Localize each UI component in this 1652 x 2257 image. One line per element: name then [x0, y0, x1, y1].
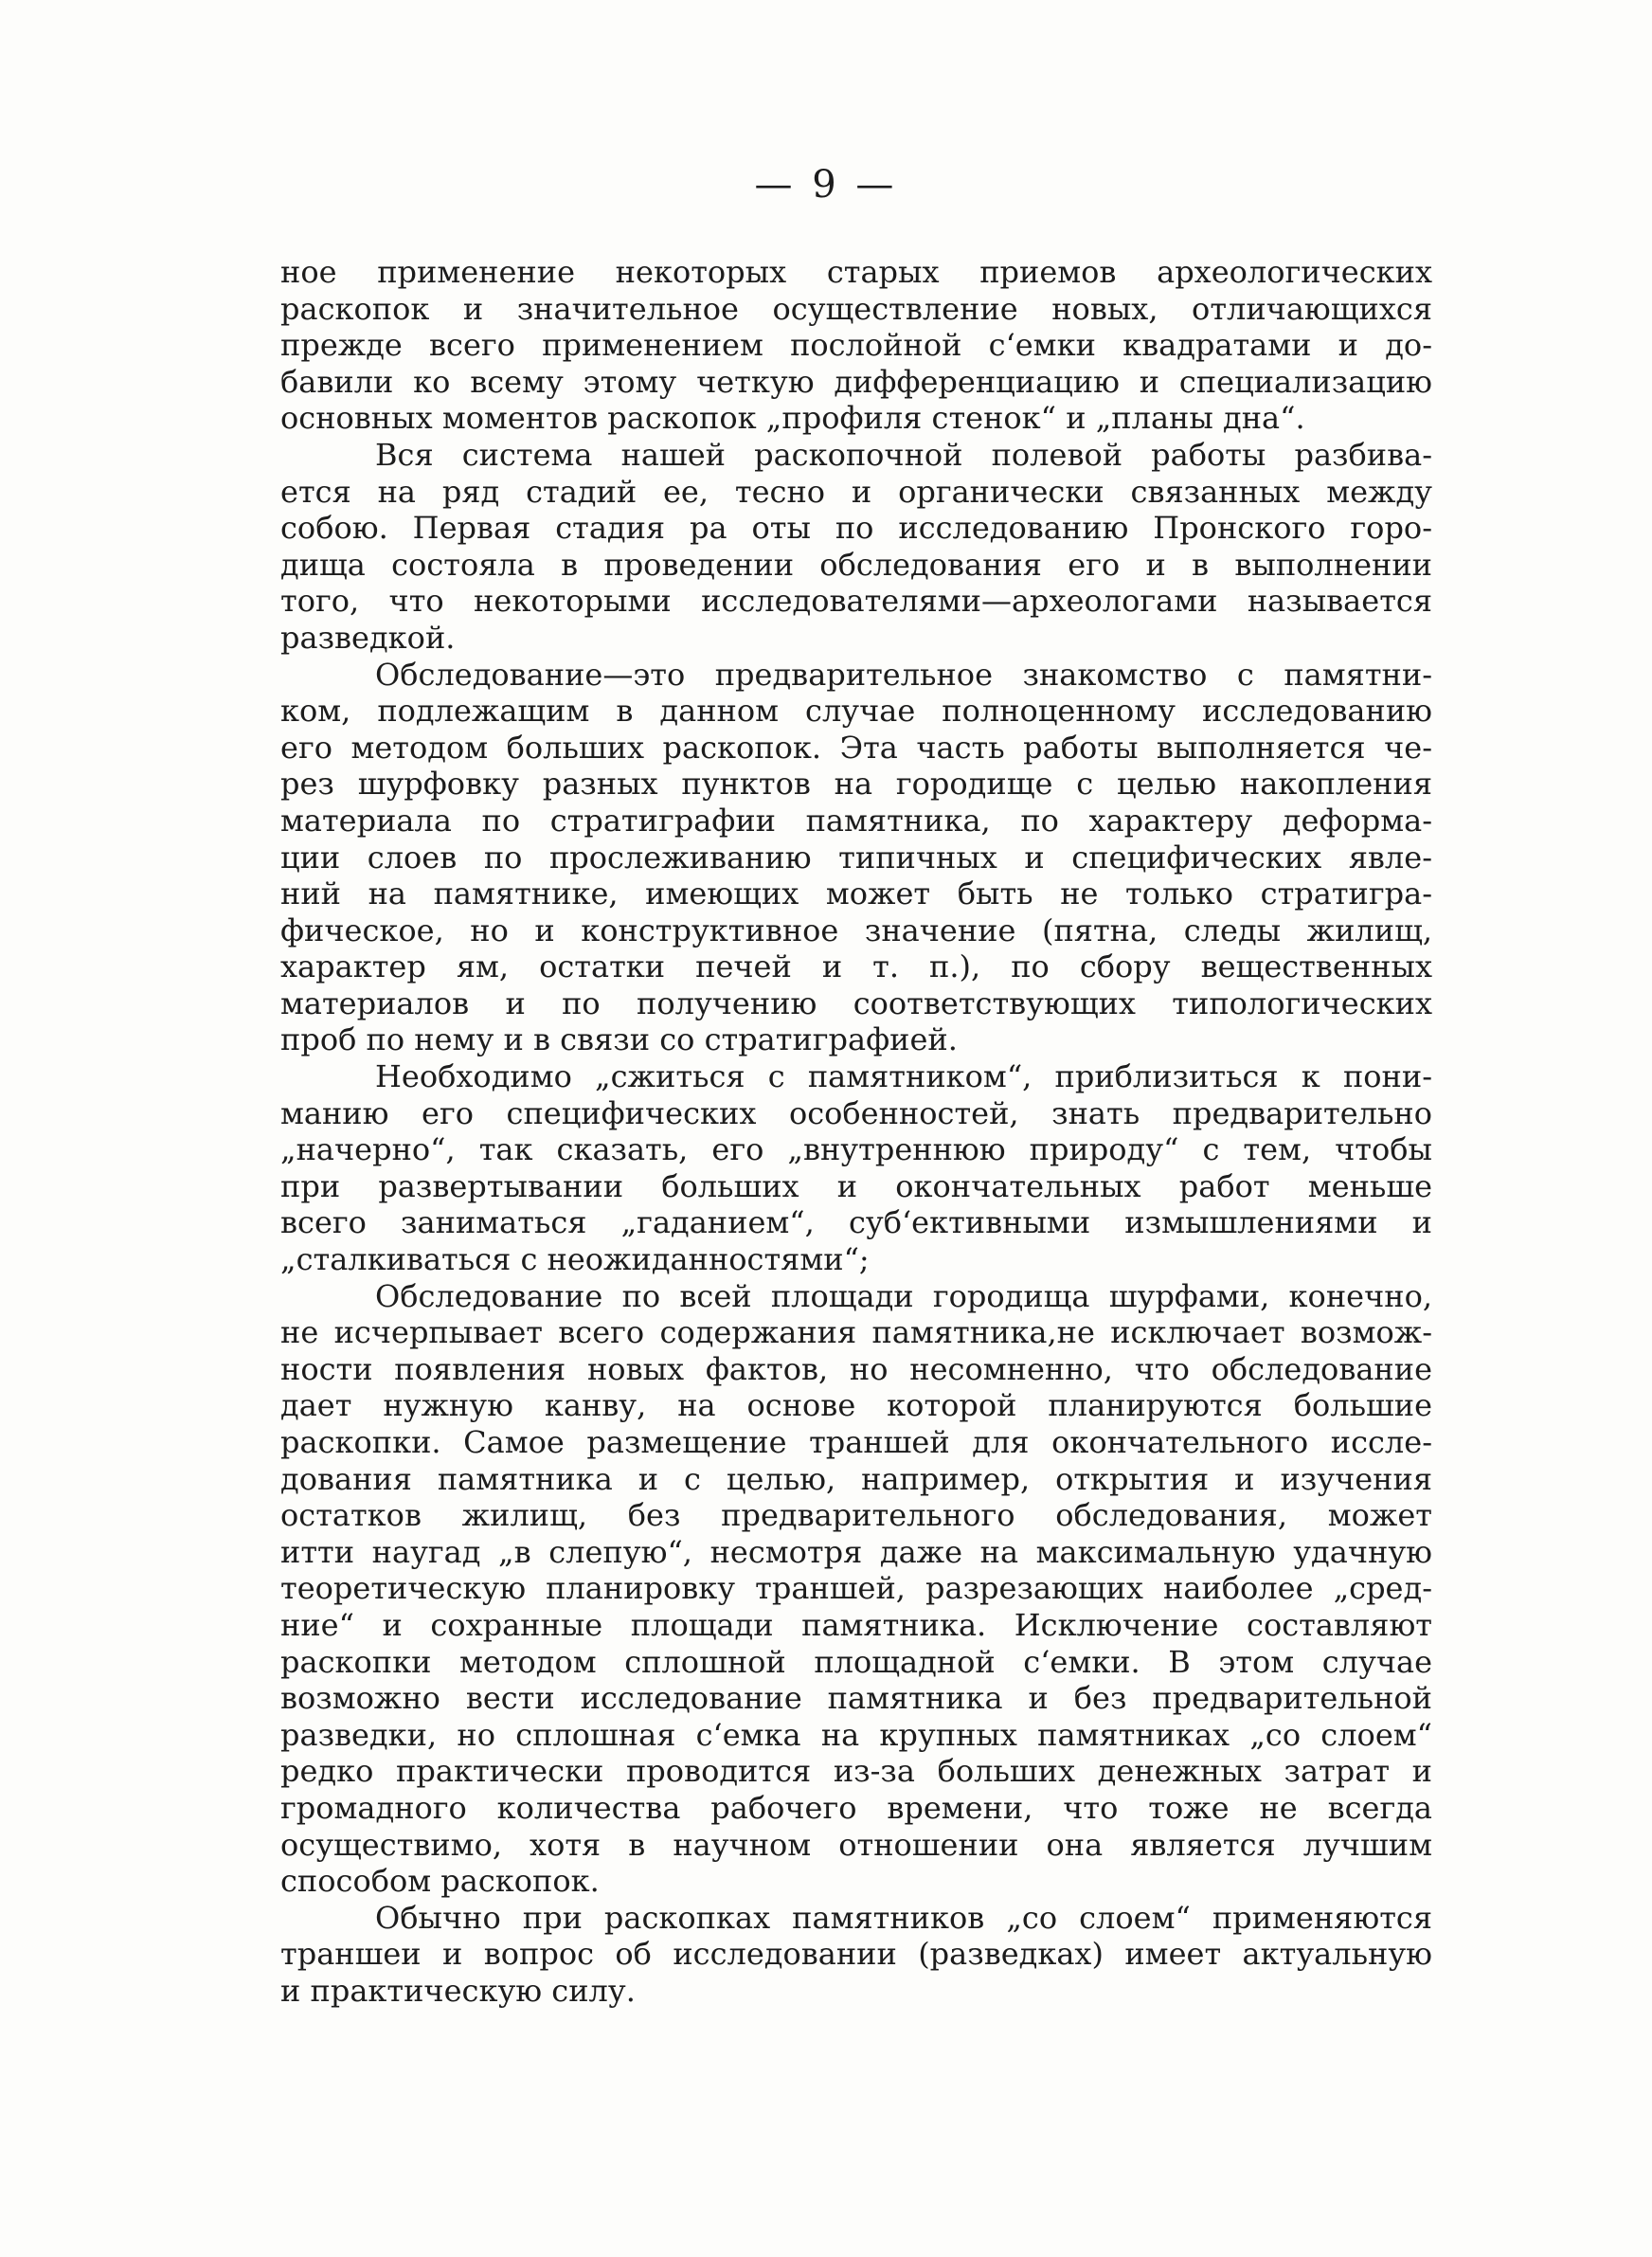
text-line: „сталкиваться с неожиданностями“;: [280, 1241, 870, 1278]
text-line: собою. Первая стадия ра оты по исследованию Пронского горо-: [280, 510, 1432, 547]
text-line: теоретическую планировку траншей, разрезающих наиболее „сред-: [280, 1570, 1432, 1607]
text-line: прежде всего применением послойной с‘емки квадратами и до-: [280, 327, 1432, 364]
text-line: Необходимо „сжиться с памятником“, приблизиться к пони-: [375, 1058, 1432, 1095]
text-line: материалов и по получению соответствующих типологических: [280, 984, 1432, 1021]
text-line: рез шурфовку разных пунктов на городище с целью накопления: [280, 766, 1432, 803]
text-line: дает нужную канву, на основе которой планируются большие: [280, 1387, 1432, 1424]
text-line: Вся система нашей раскопочной полевой работы разбива-: [375, 436, 1432, 473]
text-line: при развертывании больших и окончательных работ меньше: [280, 1167, 1432, 1204]
text-line: остатков жилищ, без предварительного обследования, может: [280, 1497, 1432, 1534]
text-line: манию его специфических особенностей, знать предварительно: [280, 1094, 1432, 1131]
text-line: ности появления новых фактов, но несомненно, что обследование: [280, 1350, 1432, 1387]
text-line: ние“ и сохранные площади памятника. Исключение составляют: [280, 1606, 1432, 1643]
text-line: ется на ряд стадий ее, тесно и органически связанных между: [280, 473, 1432, 510]
text-line: бавили ко всему этому четкую дифференциацию и специализацию: [280, 363, 1432, 400]
text-line: разведкой.: [280, 619, 456, 656]
text-line: ком, подлежащим в данном случае полноценному исследованию: [280, 693, 1432, 730]
text-line: Обследование по всей площади городища шурфами, конечно,: [375, 1277, 1432, 1314]
text-line: его методом больших раскопок. Эта часть работы выполняется че-: [280, 729, 1432, 766]
text-line: раскопки методом сплошной площадной с‘емки. В этом случае: [280, 1643, 1432, 1680]
text-line: „начерно“, так сказать, его „внутреннюю природу“ с тем, чтобы: [280, 1131, 1432, 1168]
text-line: способом раскопок.: [280, 1863, 600, 1900]
text-line: разведки, но сплошная с‘емка на крупных памятниках „со слоем“: [280, 1716, 1432, 1753]
text-line: Обследование—это предварительное знакомство с памятни-: [375, 656, 1432, 693]
text-line: итти наугад „в слепую“, несмотря даже на максимальную удачную: [280, 1533, 1432, 1570]
text-line: траншеи и вопрос об исследовании (разведках) имеет актуальную: [280, 1936, 1432, 1973]
text-line: редко практически проводится из-за больших денежных затрат и: [280, 1753, 1432, 1790]
text-line: материала по стратиграфии памятника, по характеру деформа-: [280, 802, 1432, 839]
text-line: фическое, но и конструктивное значение (пятна, следы жилищ,: [280, 912, 1432, 948]
text-line: дища состояла в проведении обследования его и в выполнении: [280, 546, 1432, 583]
text-line: раскопок и значительное осуществление новых, отличающихся: [280, 290, 1432, 327]
text-line: проб по нему и в связи со стратиграфией.: [280, 1021, 958, 1058]
text-line: возможно вести исследование памятника и без предварительной: [280, 1680, 1432, 1717]
body-text: [280, 254, 1432, 2010]
text-line: характер ям, остатки печей и т. п.), по сбору вещественных: [280, 948, 1432, 985]
text-line: дования памятника и с целью, например, открытия и изучения: [280, 1460, 1432, 1497]
text-line: основных моментов раскопок „профиля стенок“ и „планы дна“.: [280, 400, 1305, 437]
text-line: всего заниматься „гаданием“, суб‘ективными измышлениями и: [280, 1204, 1432, 1241]
text-line: Обычно при раскопках памятников „со слоем“ применяются: [375, 1899, 1432, 1936]
text-line: осуществимо, хотя в научном отношении она является лучшим: [280, 1826, 1432, 1863]
text-line: и практическую силу.: [280, 1972, 636, 2009]
text-line: ний на памятнике, имеющих может быть не только стратигра-: [280, 876, 1432, 912]
text-line: не исчерпывает всего содержания памятника,не исключает возмож-: [280, 1314, 1432, 1351]
text-line: громадного количества рабочего времени, что тоже не всегда: [280, 1789, 1432, 1826]
text-line: раскопки. Самое размещение траншей для окончательного иссле-: [280, 1424, 1432, 1460]
page-number: — 9 —: [754, 163, 898, 207]
text-line: того, что некоторыми исследователями—археологами называется: [280, 583, 1432, 620]
text-line: ное применение некоторых старых приемов археологических: [280, 254, 1432, 290]
text-line: ции слоев по прослеживанию типичных и специфических явле-: [280, 839, 1432, 876]
